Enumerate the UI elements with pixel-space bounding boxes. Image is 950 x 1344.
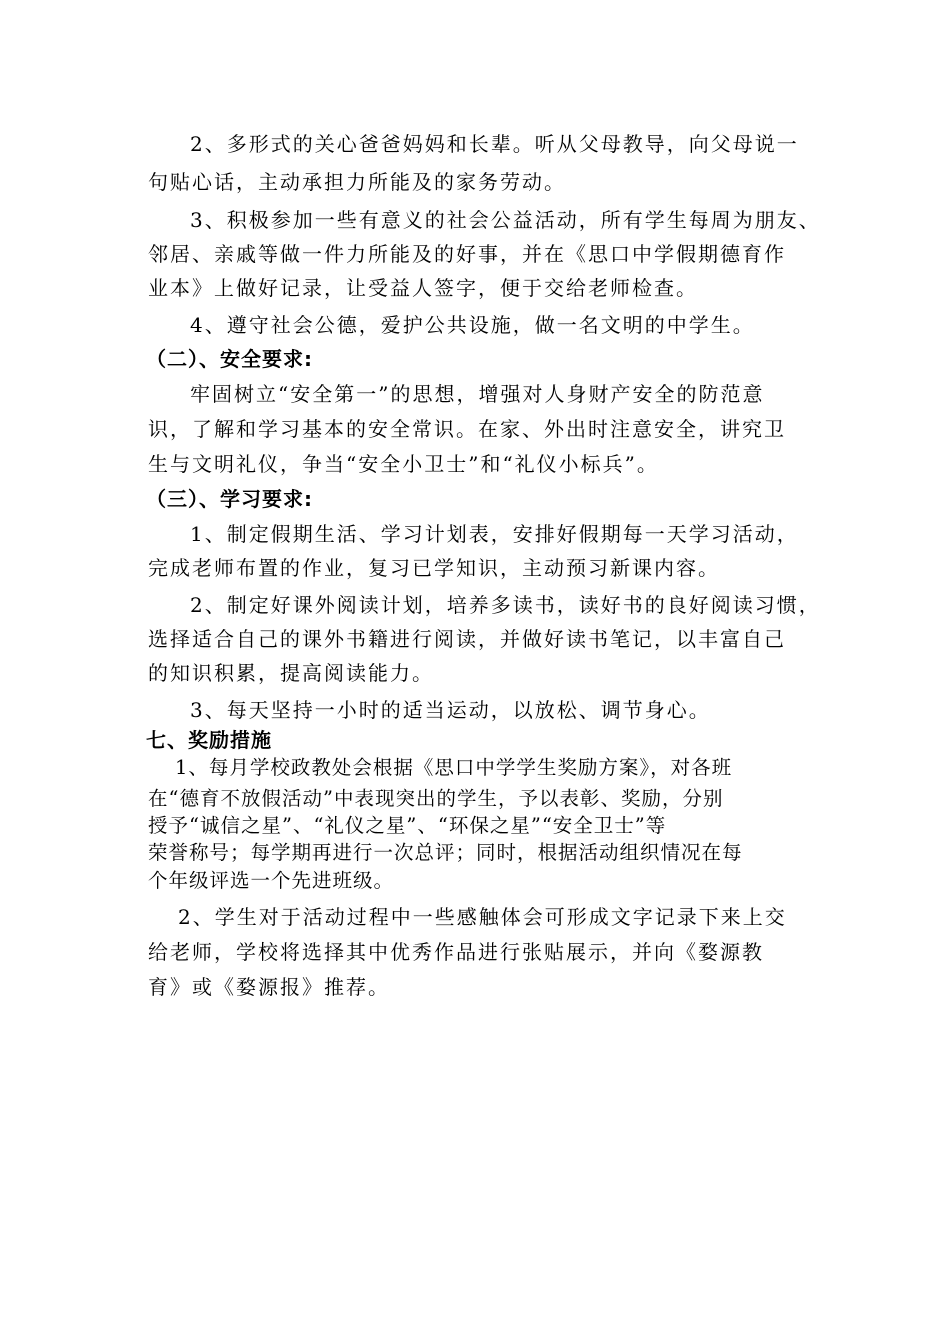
paragraph-reading-line-2: 选择适合自己的课外书籍进行阅读，并做好读书笔记，以丰富自己 <box>148 627 786 651</box>
paragraph-safety-line-2: 识，了解和学习基本的安全常识。在家、外出时注意安全，讲究卫 <box>148 417 786 441</box>
paragraph-reward-writing-line-3: 育》或《婺源报》推荐。 <box>148 975 390 999</box>
paragraph-exercise-line-1: 3、每天坚持一小时的适当运动，以放松、调节身心。 <box>190 698 711 722</box>
paragraph-safety-line-3: 生与文明礼仪，争当“安全小卫士”和“礼仪小标兵”。 <box>148 452 659 476</box>
paragraph-reward-monthly-line-1: 1、每月学校政教处会根据《思口中学学生奖励方案》，对各班 <box>175 756 733 779</box>
paragraph-reward-monthly-line-2: 在“德育不放假活动”中表现突出的学生，予以表彰、奖励，分别 <box>148 787 724 810</box>
paragraph-public-welfare-line-2: 邻居、亲戚等做一件力所能及的好事，并在《思口中学假期德育作 <box>148 242 786 266</box>
paragraph-reward-writing-line-2: 给老师，学校将选择其中优秀作品进行张贴展示，并向《婺源教 <box>148 940 764 964</box>
paragraph-family-care-line-1: 2、多形式的关心爸爸妈妈和长辈。听从父母教导，向父母说一 <box>190 132 799 156</box>
paragraph-study-plan-line-1: 1、制定假期生活、学习计划表，安排好假期每一天学习活动， <box>190 522 799 546</box>
section-heading-study: （三）、学习要求: <box>146 487 313 511</box>
section-heading-safety: （二）、安全要求: <box>146 347 313 371</box>
paragraph-study-plan-line-2: 完成老师布置的作业，复习已学知识，主动预习新课内容。 <box>148 556 720 580</box>
paragraph-reward-writing-line-1: 2、学生对于活动过程中一些感触体会可形成文字记录下来上交 <box>178 905 787 929</box>
paragraph-public-welfare-line-3: 业本》上做好记录，让受益人签字，便于交给老师检查。 <box>148 276 698 300</box>
paragraph-family-care-line-2: 句贴心话，主动承担力所能及的家务劳动。 <box>148 170 566 194</box>
paragraph-reading-line-3: 的知识积累，提高阅读能力。 <box>148 661 434 685</box>
paragraph-reward-monthly-line-4: 荣誉称号；每学期再进行一次总评；同时，根据活动组织情况在每 <box>148 841 743 864</box>
paragraph-reward-monthly-line-5: 个年级评选一个先进班级。 <box>148 869 395 892</box>
paragraph-public-welfare-line-1: 3、积极参加一些有意义的社会公益活动，所有学生每周为朋友、 <box>190 208 821 232</box>
section-heading-rewards: 七、奖励措施 <box>146 728 272 752</box>
paragraph-reading-line-1: 2、制定好课外阅读计划，培养多读书，读好书的良好阅读习惯， <box>190 593 821 617</box>
paragraph-social-ethics-line-1: 4、遵守社会公德，爱护公共设施，做一名文明的中学生。 <box>190 313 755 337</box>
paragraph-safety-line-1: 牢固树立“安全第一”的思想，增强对人身财产安全的防范意 <box>190 382 765 406</box>
paragraph-reward-monthly-line-3: 授予“诚信之星”、“礼仪之星”、“环保之星”“安全卫士”等 <box>148 814 667 837</box>
